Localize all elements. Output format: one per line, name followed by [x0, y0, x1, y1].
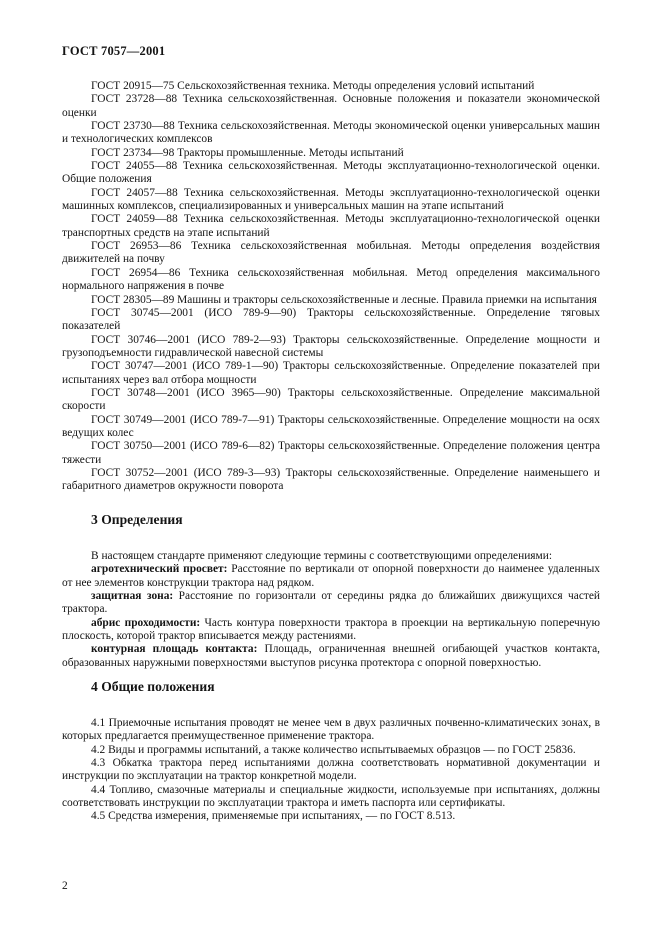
section-heading: 4 Общие положения: [91, 679, 215, 694]
term-name: абрис проходимости:: [91, 616, 201, 629]
reference-item: ГОСТ 23730—88 Техника сельскохозяйственная. Методы экономической оценки универсальных машин и технологических комплексов: [62, 120, 600, 146]
definition-item: [62, 590, 600, 617]
section-definitions: [62, 512, 600, 670]
reference-item: ГОСТ 23728—88 Техника сельскохозяйственная. Основные положения и показатели экономической оценки: [62, 93, 600, 119]
term-definition: Расстояние по вертикали от опорной поверхности до наименее удаленных от нее элементов конструкции трактора над рядком.: [62, 563, 601, 589]
reference-item: ГОСТ 30750—2001 (ИСО 789-6—82) Тракторы сельскохозяйственные. Определение положения центра тяжести: [62, 440, 600, 466]
section-intro: В настоящем стандарте применяют следующие термины с соответствующими определениями:: [91, 550, 553, 562]
term-definition: Расстояние по горизонтали от середины рядка до ближайших движущихся частей трактора.: [62, 590, 600, 616]
term-definition: Часть контура поверхности трактора в проекции на вертикальную поперечную плоскость, которой трактор вписывается между растениями.: [62, 616, 600, 643]
reference-item: ГОСТ 30749—2001 (ИСО 789-7—91) Тракторы сельскохозяйственные. Определение мощности на осях ведущих колес: [62, 413, 600, 439]
definition-item: [62, 617, 600, 644]
reference-item: ГОСТ 30745—2001 (ИСО 789-9—90) Тракторы сельскохозяйственные. Определение тяговых показателей: [62, 306, 600, 333]
reference-item: ГОСТ 28305—89 Машины и тракторы сельскохозяйственные и лесные. Правила приемки на испытания: [91, 293, 597, 306]
reference-item: ГОСТ 30746—2001 (ИСО 789-2—93) Тракторы сельскохозяйственные. Определение мощности и грузоподъемности гидравлической навесной системы: [62, 333, 600, 359]
reference-item: ГОСТ 24057—88 Техника сельскохозяйственная. Методы эксплуатационно-технологической оценки машинных комплексов, специализированных и универсальных машин на этапе испытаний: [62, 186, 600, 213]
reference-item: ГОСТ 30747—2001 (ИСО 789-1—90) Тракторы сельскохозяйственные. Определение показателей при испытаниях через вал отбора мощности: [62, 360, 600, 386]
term-definition: Площадь, ограниченная внешней огибающей участков контакта, образованных наружными поверхностями выступов рисунка протектора с опорной поверхностью.: [62, 643, 600, 669]
clause-item: 4.1 Приемочные испытания проводят не менее чем в двух различных почвенно-климатических зонах, в которых предлагается преимущественное применение трактора.: [62, 717, 600, 743]
term-name: агротехнический просвет:: [91, 563, 228, 576]
clause-item: 4.4 Топливо, смазочные материалы и специальные жидкости, используемые при испытаниях, должны соответствовать инструкции по эксплуатации трактора и иметь паспорта или сертификаты.: [62, 783, 600, 810]
clause-item: 4.3 Обкатка трактора перед испытаниями должна соответствовать нормативной документации и инструкции по эксплуатации на трактор конкретной модели.: [62, 757, 600, 783]
reference-item: ГОСТ 26954—86 Техника сельскохозяйственная мобильная. Метод определения максимального нормального напряжения в почве: [62, 266, 600, 293]
page-number: 2: [62, 880, 68, 892]
document-code: ГОСТ 7057—2001: [62, 44, 166, 58]
reference-item: ГОСТ 20915—75 Сельскохозяйственная техника. Методы определения условий испытаний: [91, 80, 535, 92]
reference-item: ГОСТ 24055—88 Техника сельскохозяйственная. Методы эксплуатационно-технологической оценки. Общие положения: [62, 160, 600, 186]
section-heading: 3 Определения: [91, 512, 183, 527]
term-name: контурная площадь контакта:: [91, 643, 258, 656]
reference-item: ГОСТ 26953—86 Техника сельскохозяйственная мобильная. Методы определения воздействия движителей на почву: [62, 240, 600, 266]
term-name: защитная зона:: [91, 590, 174, 603]
section-general-provisions: [62, 679, 600, 824]
normative-references-list: [62, 80, 600, 494]
clause-item: 4.2 Виды и программы испытаний, а также количество испытываемых образцов — по ГОСТ 25836.: [91, 743, 576, 756]
reference-item: ГОСТ 30752—2001 (ИСО 789-3—93) Тракторы сельскохозяйственные. Определение наименьшего и габаритного диаметров окружности поворота: [62, 466, 600, 493]
clause-item: 4.5 Средства измерения, применяемые при испытаниях, — по ГОСТ 8.513.: [91, 810, 456, 823]
reference-item: ГОСТ 24059—88 Техника сельскохозяйственная. Методы эксплуатационно-технологической оценки транспортных средств на этапе испытаний: [62, 213, 600, 239]
reference-item: ГОСТ 23734—98 Тракторы промышленные. Методы испытаний: [91, 146, 404, 159]
definition-item: [62, 563, 600, 590]
definition-item: [62, 643, 600, 670]
reference-item: ГОСТ 30748—2001 (ИСО 3965—90) Тракторы сельскохозяйственные. Определение максимальной скорости: [62, 386, 600, 413]
